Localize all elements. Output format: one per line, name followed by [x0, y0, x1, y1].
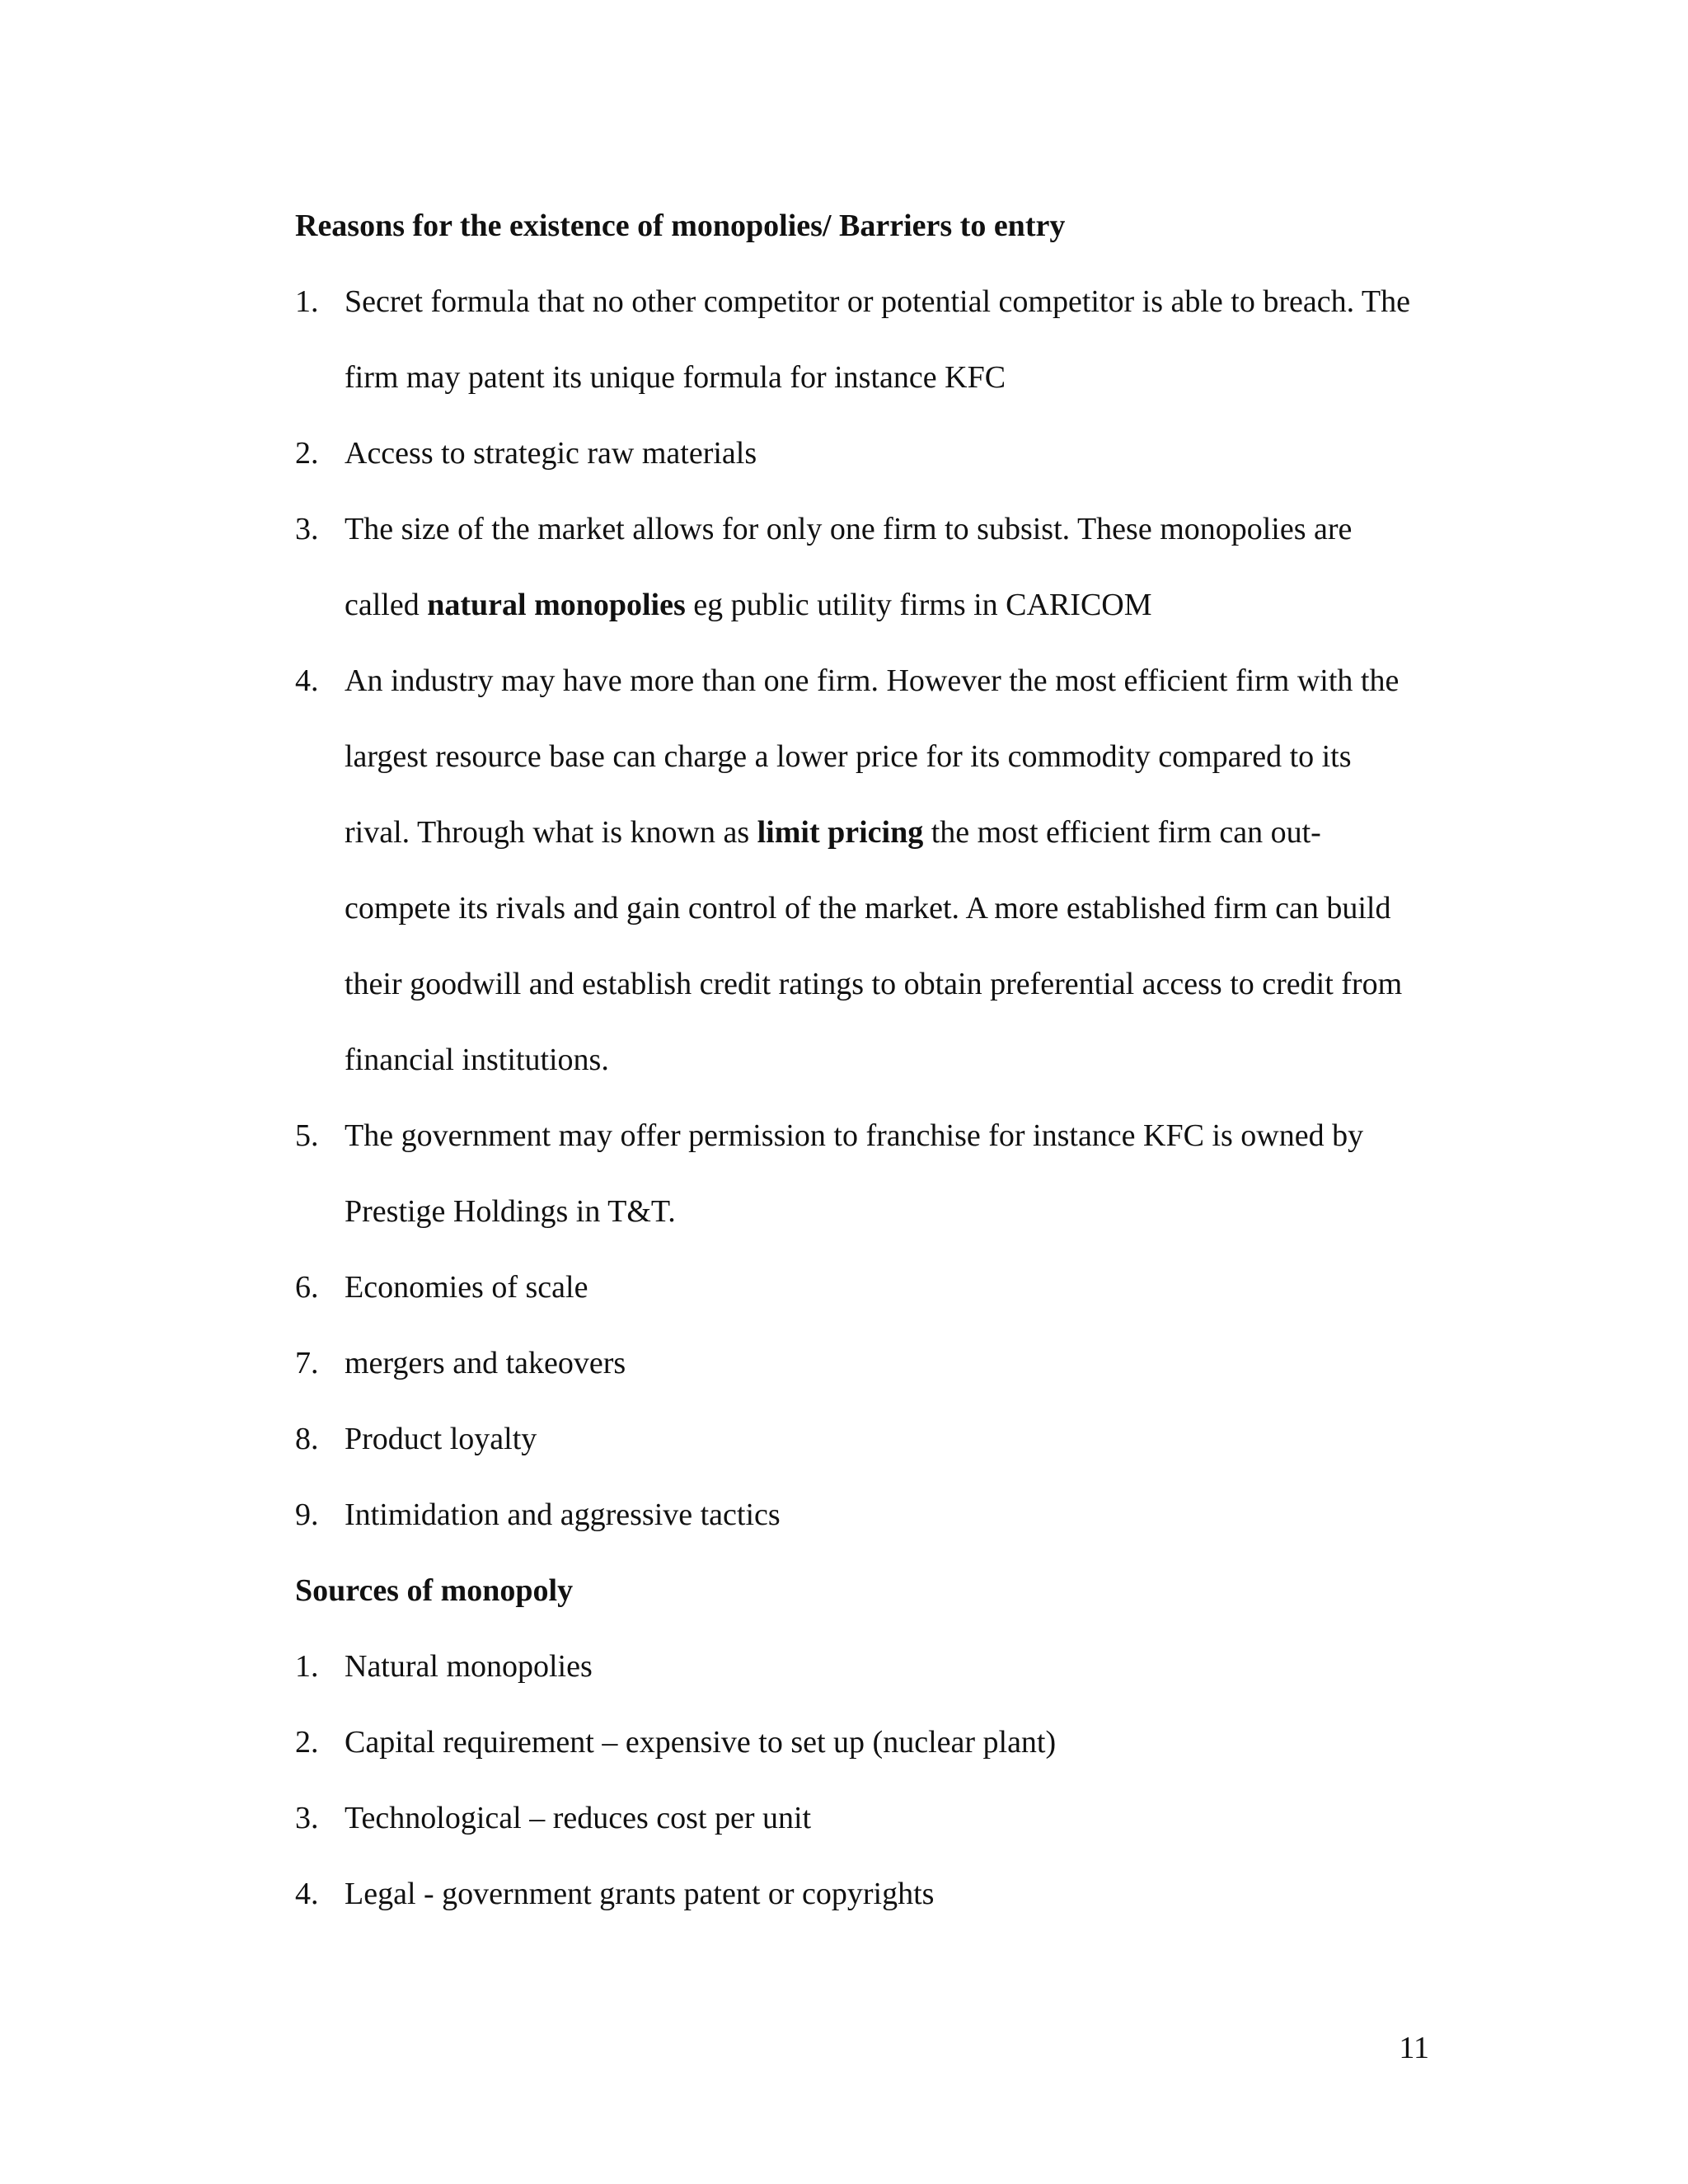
- list-number: 1.: [295, 284, 319, 319]
- list-number: 8.: [295, 1422, 319, 1456]
- list-number: 1.: [295, 1649, 319, 1684]
- list-number: 5.: [295, 1118, 319, 1153]
- list-item-text: Secret formula that no other competitor or potential competitor is able to breach. The firm may patent its unique formula for instance KFC: [345, 284, 1410, 395]
- list-item: [295, 1249, 1424, 1325]
- list-number: 4.: [295, 663, 319, 698]
- list-item-text: Product loyalty: [345, 1422, 537, 1456]
- bold-term: limit pricing: [757, 815, 924, 850]
- list-item-text: mergers and takeovers: [345, 1346, 626, 1380]
- barriers-list: [295, 264, 1424, 1553]
- list-item: [295, 1780, 1424, 1856]
- list-item-text-start: The size of the market allows for only one firm to subsist. These monopolies are called: [345, 512, 1353, 622]
- list-number: 4.: [295, 1877, 319, 1911]
- list-item-text-end: the most efficient firm can out-compete its rivals and gain control of the market. A more established firm can build their goodwill and establish credit ratings to obtain preferential access to credit from financial institutions.: [345, 815, 1403, 1077]
- list-item: [295, 491, 1424, 643]
- list-item-text: The government may offer permission to franchise for instance KFC is owned by Prestige Holdings in T&T.: [345, 1118, 1364, 1229]
- list-item: [295, 264, 1424, 415]
- list-item-text: Legal - government grants patent or copyrights: [345, 1877, 935, 1911]
- list-item: [295, 1856, 1424, 1932]
- list-item: [295, 643, 1424, 1098]
- list-number: 3.: [295, 1801, 319, 1835]
- list-item: [295, 1629, 1424, 1704]
- list-item: [295, 415, 1424, 491]
- list-item-text: Natural monopolies: [345, 1649, 593, 1684]
- list-item: [295, 1098, 1424, 1249]
- list-item-text: Economies of scale: [345, 1270, 588, 1305]
- list-number: 2.: [295, 436, 319, 471]
- section-heading-sources: Sources of monopoly: [295, 1573, 574, 1608]
- list-item: [295, 1477, 1424, 1553]
- list-item: [295, 1401, 1424, 1477]
- section-heading-barriers: Reasons for the existence of monopolies/ Barriers to entry: [295, 209, 1066, 243]
- list-item-text: Intimidation and aggressive tactics: [345, 1497, 781, 1532]
- list-item-text: [345, 663, 1402, 1077]
- sources-list: [295, 1629, 1424, 1932]
- list-number: 9.: [295, 1497, 319, 1532]
- list-number: 2.: [295, 1725, 319, 1760]
- list-item-text: Access to strategic raw materials: [345, 436, 757, 471]
- list-number: 3.: [295, 512, 319, 546]
- bold-term: natural monopolies: [427, 588, 686, 622]
- list-item-text: Technological – reduces cost per unit: [345, 1801, 812, 1835]
- list-item-text-end: eg public utility firms in CARICOM: [685, 588, 1152, 622]
- page-content: [295, 188, 1424, 1932]
- list-item: [295, 1704, 1424, 1780]
- list-number: 6.: [295, 1270, 319, 1305]
- list-item-text-start: An industry may have more than one firm. However the most efficient firm with the largest resource base can charge a lower price for its commodity compared to its rival. Through what is known as: [345, 663, 1400, 850]
- list-item-text: [345, 512, 1352, 622]
- list-item-text: Capital requirement – expensive to set up (nuclear plant): [345, 1725, 1057, 1760]
- list-number: 7.: [295, 1346, 319, 1380]
- page-number: 11: [1399, 2031, 1429, 2065]
- list-item: [295, 1325, 1424, 1401]
